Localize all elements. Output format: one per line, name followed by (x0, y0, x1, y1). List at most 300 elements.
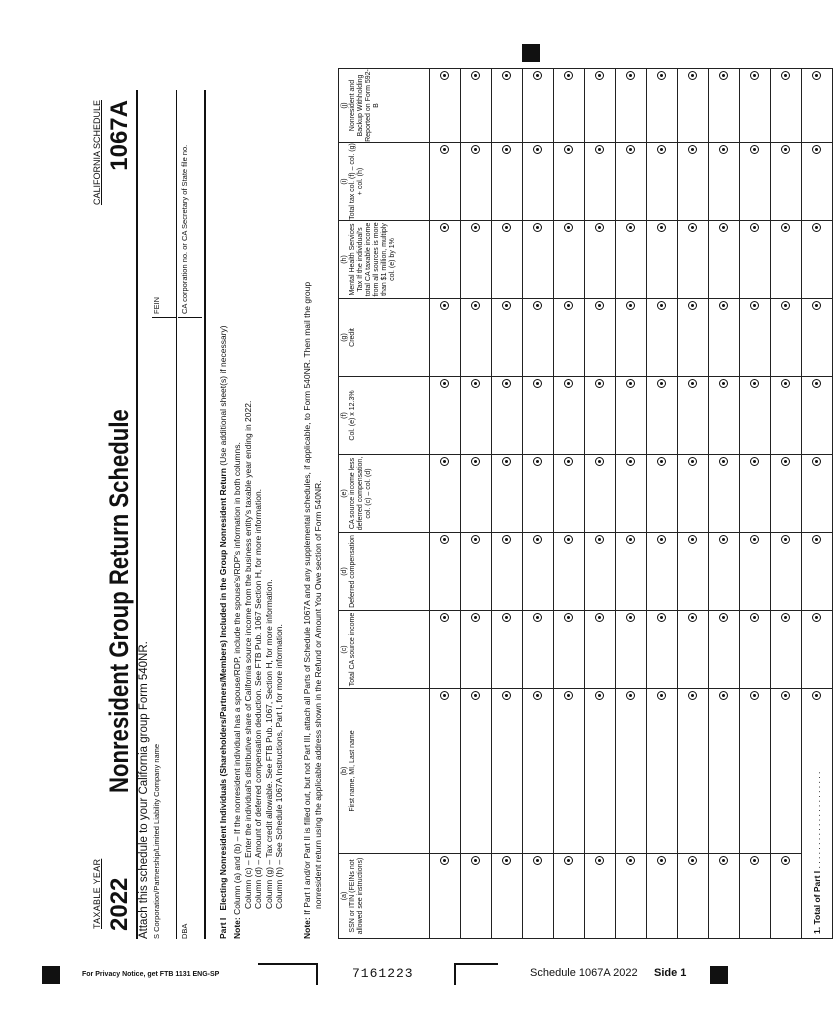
field-marker-icon (564, 457, 573, 466)
column-header-d: (d) Deferred compensation (339, 533, 430, 611)
cell-input[interactable] (709, 854, 740, 939)
field-marker-icon (471, 856, 480, 865)
cell-input[interactable] (554, 533, 585, 611)
cell-input[interactable] (647, 611, 678, 689)
cell-input[interactable] (461, 143, 492, 221)
field-marker-icon (502, 379, 511, 388)
cell-input[interactable] (523, 143, 554, 221)
cell-input[interactable] (523, 221, 554, 299)
field-marker-icon (595, 613, 604, 622)
cell-input[interactable] (647, 533, 678, 611)
cell-input[interactable] (492, 69, 523, 143)
field-marker-icon (781, 223, 790, 232)
cell-input[interactable] (523, 854, 554, 939)
cell-input[interactable] (678, 455, 709, 533)
cell-input[interactable] (523, 533, 554, 611)
cell-input[interactable] (647, 689, 678, 854)
field-marker-icon (440, 145, 449, 154)
total-cell-input[interactable] (802, 533, 833, 611)
cell-input[interactable] (616, 143, 647, 221)
field-marker-icon (688, 457, 697, 466)
field-marker-icon (471, 535, 480, 544)
identity-bottom-rule (204, 90, 206, 939)
cell-input[interactable] (709, 689, 740, 854)
field-marker-icon (471, 613, 480, 622)
field-marker-icon (812, 145, 821, 154)
schedule-footer: Schedule 1067A 2022 (530, 967, 638, 979)
cell-input[interactable] (709, 377, 740, 455)
column-header-b: (b) First name, MI, Last name (339, 689, 430, 854)
total-cell-input[interactable] (802, 69, 833, 143)
field-marker-icon (657, 856, 666, 865)
cell-input[interactable] (616, 221, 647, 299)
field-marker-icon (626, 379, 635, 388)
cell-input[interactable] (616, 377, 647, 455)
field-marker-icon (502, 457, 511, 466)
field-marker-icon (564, 535, 573, 544)
field-marker-icon (440, 613, 449, 622)
cell-input[interactable] (709, 455, 740, 533)
field-marker-icon (688, 856, 697, 865)
entity-name-label: S Corporation/Partnership/Limited Liability Company name (152, 743, 161, 939)
field-marker-icon (471, 223, 480, 232)
cell-input[interactable] (430, 143, 461, 221)
cell-input[interactable] (678, 533, 709, 611)
part1-suffix: (Use additional sheet(s) if necessary) (218, 325, 228, 466)
field-marker-icon (719, 223, 728, 232)
tax-year: 2022 (106, 877, 133, 931)
cell-input[interactable] (554, 455, 585, 533)
cell-input[interactable] (461, 377, 492, 455)
cell-input[interactable] (461, 533, 492, 611)
field-marker-icon (471, 71, 480, 80)
cell-input[interactable] (771, 854, 802, 939)
cell-input[interactable] (740, 377, 771, 455)
cell-input[interactable] (740, 299, 771, 377)
field-marker-icon (471, 457, 480, 466)
cell-input[interactable] (585, 455, 616, 533)
field-marker-icon (533, 223, 542, 232)
field-marker-icon (564, 301, 573, 310)
cell-input[interactable] (461, 854, 492, 939)
attach-instruction: Attach this schedule to your California group Form 540NR. (138, 641, 150, 939)
cell-input[interactable] (554, 611, 585, 689)
total-cell-input[interactable] (802, 377, 833, 455)
field-marker-icon (595, 71, 604, 80)
cell-input[interactable] (647, 299, 678, 377)
column-header-c: (c) Total CA source income (339, 611, 430, 689)
part1-heading (218, 325, 228, 939)
cell-input[interactable] (740, 854, 771, 939)
form-body (92, 69, 822, 943)
cell-input[interactable] (461, 221, 492, 299)
total-cell-input[interactable] (802, 221, 833, 299)
cell-input[interactable] (492, 143, 523, 221)
cell-input[interactable] (740, 69, 771, 143)
cell-input[interactable] (430, 533, 461, 611)
cell-input[interactable] (554, 854, 585, 939)
field-marker-icon (750, 301, 759, 310)
cell-input[interactable] (740, 689, 771, 854)
field-marker-icon (781, 535, 790, 544)
field-marker-icon (719, 535, 728, 544)
field-marker-icon (812, 223, 821, 232)
column-header-h: (h) Mental Health Services Tax If the individual's total CA taxable income from all sources is more than $1 million, multiply col. (e) by 1% (339, 221, 430, 299)
total-cell-input[interactable] (802, 455, 833, 533)
field-marker-icon (595, 856, 604, 865)
cell-input[interactable] (585, 299, 616, 377)
cell-input[interactable] (740, 533, 771, 611)
cell-input[interactable] (492, 377, 523, 455)
field-marker-icon (750, 379, 759, 388)
field-marker-icon (657, 535, 666, 544)
cell-input[interactable] (523, 377, 554, 455)
cell-input[interactable] (585, 69, 616, 143)
field-marker-icon (781, 457, 790, 466)
field-marker-icon (750, 691, 759, 700)
field-marker-icon (533, 379, 542, 388)
field-marker-icon (719, 691, 728, 700)
cell-input[interactable] (771, 689, 802, 854)
field-marker-icon (626, 535, 635, 544)
form-number: 1067A (106, 100, 133, 171)
cell-input[interactable] (740, 221, 771, 299)
cell-input[interactable] (430, 69, 461, 143)
field-marker-icon (533, 457, 542, 466)
crop-mark-right (454, 963, 498, 985)
field-marker-icon (688, 691, 697, 700)
field-marker-icon (657, 691, 666, 700)
field-marker-icon (533, 301, 542, 310)
field-marker-icon (626, 145, 635, 154)
cell-input[interactable] (678, 854, 709, 939)
cell-input[interactable] (430, 221, 461, 299)
field-marker-icon (440, 379, 449, 388)
field-marker-icon (502, 856, 511, 865)
filing-note (302, 282, 323, 939)
cell-input[interactable] (771, 455, 802, 533)
part1-table (338, 68, 833, 939)
field-marker-icon (595, 301, 604, 310)
registration-mark-top-right (522, 44, 540, 62)
field-marker-icon (812, 379, 821, 388)
field-marker-icon (781, 691, 790, 700)
cell-input[interactable] (492, 533, 523, 611)
field-marker-icon (440, 457, 449, 466)
field-marker-icon (719, 71, 728, 80)
field-marker-icon (440, 691, 449, 700)
cell-input[interactable] (647, 69, 678, 143)
field-marker-icon (688, 379, 697, 388)
field-marker-icon (688, 71, 697, 80)
field-marker-icon (657, 223, 666, 232)
field-marker-icon (595, 691, 604, 700)
total-label-cell (802, 689, 833, 939)
cell-input[interactable] (709, 143, 740, 221)
table-row (430, 69, 461, 939)
cell-input[interactable] (678, 377, 709, 455)
cell-input[interactable] (771, 69, 802, 143)
field-marker-icon (533, 71, 542, 80)
field-marker-icon (502, 613, 511, 622)
cell-input[interactable] (678, 221, 709, 299)
cell-input[interactable] (709, 611, 740, 689)
field-marker-icon (719, 457, 728, 466)
field-marker-icon (781, 856, 790, 865)
cell-input[interactable] (430, 455, 461, 533)
field-marker-icon (719, 613, 728, 622)
table-row (678, 69, 709, 939)
side-label: Side 1 (654, 967, 687, 979)
field-marker-icon (502, 301, 511, 310)
note-line-4: Column (g) – Tax credit allowable. See FTB Pub. 1067, Section H, for more information. (263, 579, 274, 909)
filing-note-line-1: If Part I and/or Part II is filled out, but not Part III, attach all Parts of Schedule 1067A and any supplemental schedules, if applicable, to Form 540NR. Then mail the group (302, 281, 312, 915)
cell-input[interactable] (492, 299, 523, 377)
entity-name-rule[interactable] (176, 90, 177, 939)
cell-input[interactable] (678, 143, 709, 221)
field-marker-icon (440, 301, 449, 310)
column-header-row (339, 69, 430, 939)
cell-input[interactable] (616, 689, 647, 854)
cell-input[interactable] (554, 299, 585, 377)
field-marker-icon (657, 301, 666, 310)
sos-divider (178, 317, 202, 318)
field-marker-icon (688, 145, 697, 154)
cell-input[interactable] (554, 689, 585, 854)
cell-input[interactable] (554, 143, 585, 221)
cell-input[interactable] (585, 143, 616, 221)
cell-input[interactable] (647, 455, 678, 533)
table-row (461, 69, 492, 939)
cell-input[interactable] (616, 299, 647, 377)
field-marker-icon (502, 71, 511, 80)
field-marker-icon (471, 691, 480, 700)
cell-input[interactable] (461, 689, 492, 854)
field-marker-icon (595, 535, 604, 544)
field-marker-icon (626, 301, 635, 310)
cell-input[interactable] (771, 221, 802, 299)
registration-mark-bottom-left (42, 966, 60, 984)
cell-input[interactable] (616, 611, 647, 689)
table-row (585, 69, 616, 939)
field-marker-icon (812, 613, 821, 622)
california-schedule-label: CALIFORNIA SCHEDULE (92, 100, 102, 206)
field-marker-icon (781, 71, 790, 80)
fein-divider (152, 317, 176, 318)
cell-input[interactable] (771, 377, 802, 455)
field-marker-icon (812, 301, 821, 310)
cell-input[interactable] (771, 533, 802, 611)
cell-input[interactable] (616, 69, 647, 143)
cell-input[interactable] (585, 533, 616, 611)
cell-input[interactable] (616, 533, 647, 611)
field-marker-icon (781, 379, 790, 388)
field-marker-icon (626, 457, 635, 466)
field-marker-icon (502, 145, 511, 154)
field-marker-icon (595, 379, 604, 388)
field-marker-icon (657, 145, 666, 154)
field-marker-icon (471, 145, 480, 154)
field-marker-icon (595, 145, 604, 154)
cell-input[interactable] (430, 689, 461, 854)
cell-input[interactable] (647, 143, 678, 221)
cell-input[interactable] (430, 377, 461, 455)
field-marker-icon (533, 691, 542, 700)
field-marker-icon (533, 613, 542, 622)
table-row (647, 69, 678, 939)
cell-input[interactable] (492, 455, 523, 533)
field-marker-icon (564, 223, 573, 232)
cell-input[interactable] (492, 689, 523, 854)
field-marker-icon (750, 457, 759, 466)
field-marker-icon (750, 613, 759, 622)
note-line-3: Column (d) – Amount of deferred compensation deduction. See FTB Pub. 1067 Section H, for more information. (253, 488, 263, 909)
cell-input[interactable] (461, 69, 492, 143)
field-marker-icon (750, 223, 759, 232)
cell-input[interactable] (461, 455, 492, 533)
total-row (802, 69, 833, 939)
note-line-1: Column (a) and (b) – If the nonresident individual has a spouse/RDP, include the spouse's/RDP's information in both columns. (232, 442, 242, 915)
field-marker-icon (812, 535, 821, 544)
cell-input[interactable] (554, 69, 585, 143)
column-header-e: (e) CA source income less deferred compensation, col. (c) – col. (d) (339, 455, 430, 533)
crop-mark-left (258, 963, 318, 985)
cell-input[interactable] (554, 377, 585, 455)
field-marker-icon (812, 71, 821, 80)
field-marker-icon (750, 145, 759, 154)
cell-input[interactable] (771, 611, 802, 689)
field-marker-icon (750, 535, 759, 544)
cell-input[interactable] (771, 143, 802, 221)
column-header-a: (a) SSN or ITIN (FEINs not allowed see instructions) (339, 854, 430, 939)
column-header-j: (j) Nonresident and Backup Withholding Reported on Form 592-B (339, 69, 430, 143)
field-marker-icon (812, 691, 821, 700)
field-marker-icon (533, 535, 542, 544)
field-marker-icon (533, 145, 542, 154)
field-marker-icon (688, 613, 697, 622)
cell-input[interactable] (492, 221, 523, 299)
privacy-notice: For Privacy Notice, get FTB 1131 ENG-SP (82, 971, 220, 978)
field-marker-icon (502, 691, 511, 700)
field-marker-icon (719, 379, 728, 388)
cell-input[interactable] (523, 455, 554, 533)
field-marker-icon (719, 301, 728, 310)
cell-input[interactable] (740, 143, 771, 221)
field-marker-icon (781, 613, 790, 622)
cell-input[interactable] (430, 611, 461, 689)
field-marker-icon (688, 301, 697, 310)
field-marker-icon (564, 691, 573, 700)
field-marker-icon (595, 457, 604, 466)
field-marker-icon (533, 856, 542, 865)
barcode-number: 7161223 (352, 966, 414, 981)
cell-input[interactable] (616, 854, 647, 939)
cell-input[interactable] (709, 221, 740, 299)
cell-input[interactable] (678, 611, 709, 689)
cell-input[interactable] (523, 69, 554, 143)
note-line-2: Column (c) – Enter the individual's distributive share of California source income from the business entity's taxable year ending in 2022. (242, 400, 253, 909)
total-cell-input[interactable] (802, 143, 833, 221)
cell-input[interactable] (585, 854, 616, 939)
cell-input[interactable] (585, 689, 616, 854)
field-marker-icon (595, 223, 604, 232)
field-marker-icon (502, 223, 511, 232)
cell-input[interactable] (616, 455, 647, 533)
column-header-f: (f) Col. (e) x 12.3% (339, 377, 430, 455)
field-marker-icon (657, 613, 666, 622)
sos-file-label: CA corporation no. or CA Secretary of State file no. (180, 144, 189, 314)
field-marker-icon (626, 71, 635, 80)
cell-input[interactable] (430, 854, 461, 939)
cell-input[interactable] (678, 689, 709, 854)
field-marker-icon (750, 856, 759, 865)
cell-input[interactable] (492, 611, 523, 689)
cell-input[interactable] (678, 69, 709, 143)
cell-input[interactable] (647, 377, 678, 455)
cell-input[interactable] (461, 611, 492, 689)
field-marker-icon (564, 145, 573, 154)
cell-input[interactable] (585, 377, 616, 455)
cell-input[interactable] (430, 299, 461, 377)
table-row (554, 69, 585, 939)
filing-note-line-2: nonresident return using the applicable address shown in the Refund or Amount You Owe section of Form 540NR. (312, 480, 323, 909)
field-marker-icon (688, 535, 697, 544)
cell-input[interactable] (678, 299, 709, 377)
cell-input[interactable] (709, 299, 740, 377)
field-marker-icon (440, 223, 449, 232)
dba-label: DBA (180, 923, 189, 939)
field-marker-icon (564, 613, 573, 622)
column-header-g: (g) Credit (339, 299, 430, 377)
cell-input[interactable] (709, 69, 740, 143)
cell-input[interactable] (461, 299, 492, 377)
field-marker-icon (719, 145, 728, 154)
table-row (709, 69, 740, 939)
cell-input[interactable] (771, 299, 802, 377)
field-marker-icon (657, 379, 666, 388)
field-marker-icon (626, 691, 635, 700)
cell-input[interactable] (647, 221, 678, 299)
total-cell-input[interactable] (802, 299, 833, 377)
field-marker-icon (657, 457, 666, 466)
part1-label: Part I (218, 917, 228, 939)
cell-input[interactable] (523, 689, 554, 854)
field-marker-icon (812, 457, 821, 466)
cell-input[interactable] (709, 533, 740, 611)
registration-mark-bottom-right (710, 966, 728, 984)
part1-title: Electing Nonresident Individuals (Shareholders/Partners/Members) Included in the Group Nonresident Return (218, 468, 228, 911)
field-marker-icon (471, 379, 480, 388)
cell-input[interactable] (740, 455, 771, 533)
field-marker-icon (564, 379, 573, 388)
cell-input[interactable] (523, 611, 554, 689)
total-cell-input[interactable] (802, 611, 833, 689)
cell-input[interactable] (647, 854, 678, 939)
cell-input[interactable] (554, 221, 585, 299)
cell-input[interactable] (740, 611, 771, 689)
field-marker-icon (688, 223, 697, 232)
table-row (616, 69, 647, 939)
field-marker-icon (781, 145, 790, 154)
cell-input[interactable] (585, 221, 616, 299)
field-marker-icon (750, 71, 759, 80)
table-row (740, 69, 771, 939)
note-line-5: Column (h) – See Schedule 1067A Instructions, Part I, for more information. (274, 624, 284, 909)
field-marker-icon (626, 613, 635, 622)
cell-input[interactable] (523, 299, 554, 377)
cell-input[interactable] (492, 854, 523, 939)
cell-input[interactable] (585, 611, 616, 689)
